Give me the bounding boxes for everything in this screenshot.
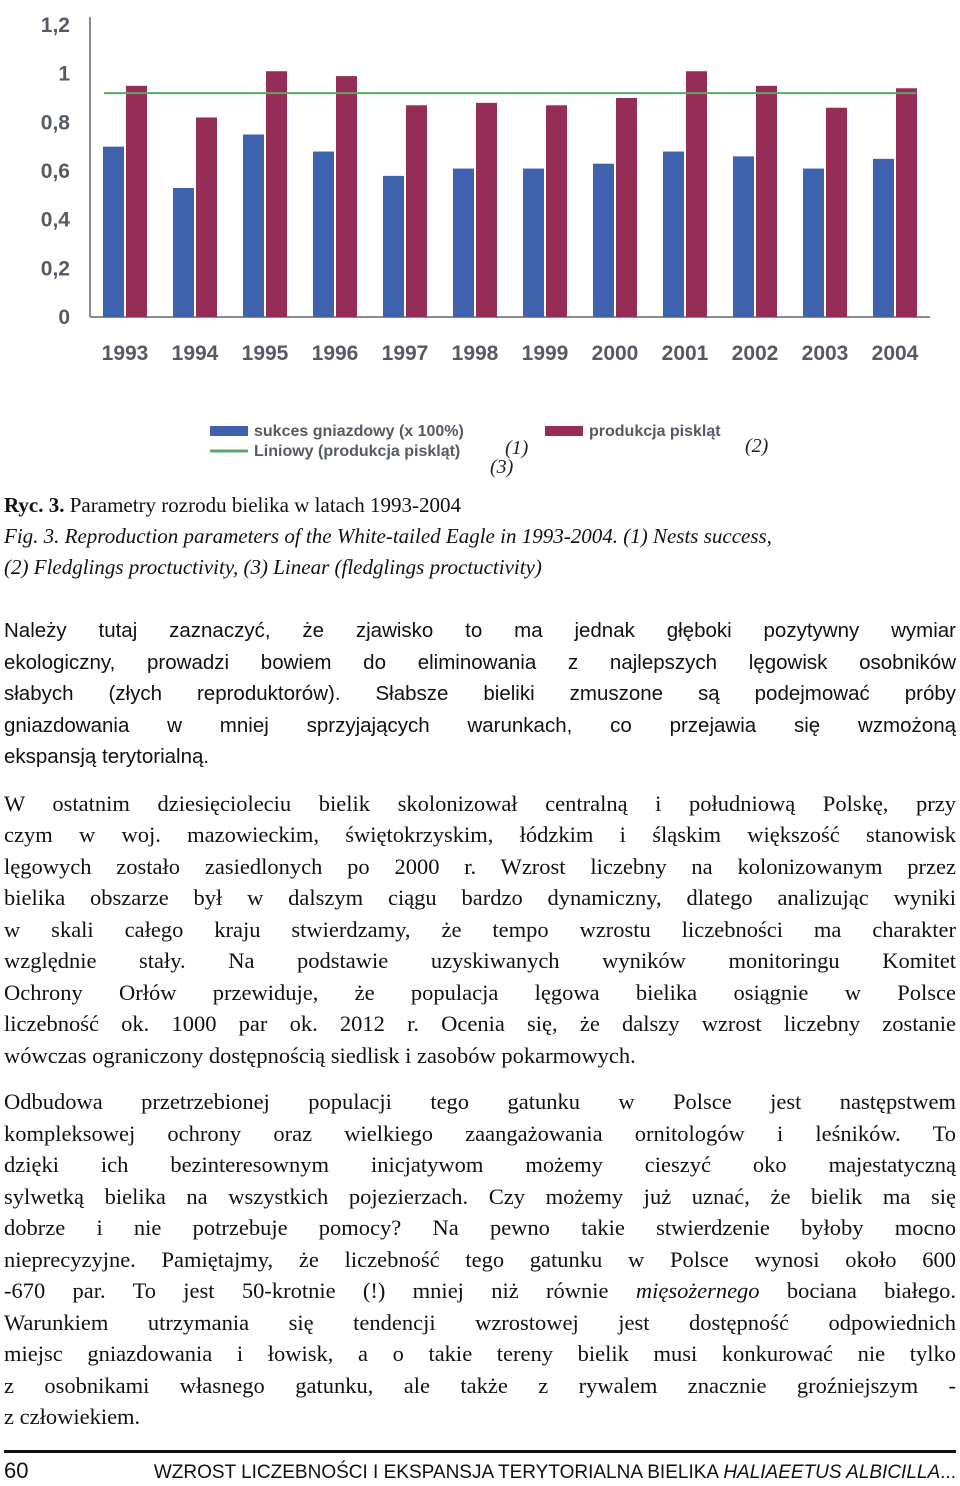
fledgling-productivity-bar — [266, 71, 287, 317]
chart-legend — [210, 423, 769, 478]
nest-success-bar — [103, 147, 124, 317]
text-line: W ostatnim dziesięcioleciu bielik skolonizował centralną i południową Polskę, przy — [4, 790, 956, 816]
legend-swatch-nest-success — [210, 426, 248, 436]
text-line: Ochrony Orłów przewiduje, że populacja lęgowa bielika osiągnie w Polsce — [4, 979, 956, 1005]
nest-success-bar — [733, 156, 754, 317]
legend-label-nest-success: sukces gniazdowy (x 100%) — [254, 423, 464, 440]
text-line: sylwetką bielika na wszystkich pojezierzach. Czy możemy już uznać, że bielik ma się — [4, 1183, 956, 1209]
reproduction-chart — [0, 0, 960, 480]
y-tick-label: 0,2 — [40, 257, 70, 281]
text-line: ekspansją terytorialną. — [4, 745, 210, 768]
y-tick-label: 0,6 — [40, 160, 70, 183]
fledgling-productivity-bar — [406, 105, 427, 317]
text-line: dobrze i nie potrzebuje pomocy? Na pewno takie stwierdzenie byłoby mocno — [4, 1215, 956, 1240]
x-tick-label: 1996 — [311, 342, 359, 365]
x-tick-label: 2004 — [871, 342, 919, 365]
x-tick-label: 2000 — [591, 342, 639, 365]
page-footer — [4, 1458, 956, 1486]
figure-caption — [4, 490, 956, 583]
x-tick-label: 2002 — [731, 342, 779, 365]
fledgling-productivity-bar — [336, 76, 357, 317]
text-line: -670 par. To jest 50-krotnie (!) mniej niż równie mięsożernego bociana białego. — [4, 1278, 956, 1303]
nest-success-bar — [453, 169, 474, 317]
text-line: lęgowych zostało zasiedlonych po 2000 r. Wzrost liczebny na kolonizowanym przez — [4, 853, 956, 879]
nest-success-bar — [383, 176, 404, 317]
x-axis-labels — [102, 342, 919, 365]
legend-number-2: (2) — [745, 435, 769, 457]
text-line: ekologiczny, prowadzi bowiem do eliminowania z najlepszych lęgowisk osobników — [4, 650, 956, 674]
nest-success-bar — [523, 169, 544, 317]
x-tick-label: 2001 — [661, 342, 709, 365]
fledgling-productivity-bar — [476, 103, 497, 317]
article-body — [4, 615, 956, 1448]
fledgling-productivity-bar — [196, 117, 217, 317]
nest-success-bar — [873, 159, 894, 317]
y-tick-label: 0 — [58, 306, 70, 329]
text-line: bielika obszarze był w dalszym ciągu bardzo dynamiczny, dlatego analizując wyniki — [4, 885, 956, 910]
legend-label-fledglings: produkcja piskląt — [589, 423, 721, 440]
x-tick-label: 1997 — [381, 342, 429, 365]
paragraph-1 — [4, 615, 956, 773]
paragraph-2 — [4, 788, 956, 1072]
text-line: czym w woj. mazowieckim, świętokrzyskim, łódzkim i śląskim większość stanowisk — [4, 822, 956, 847]
text-line: liczebność ok. 1000 par ok. 2012 r. Ocenia się, że dalszy wzrost liczebny zostanie — [4, 1011, 956, 1036]
plot-area — [90, 17, 930, 317]
y-tick-label: 1 — [58, 62, 70, 86]
y-tick-label: 0,8 — [40, 111, 70, 135]
footer-rule — [4, 1450, 956, 1453]
x-tick-label: 1994 — [171, 342, 219, 365]
x-tick-label: 1993 — [101, 342, 149, 365]
nest-success-bar — [173, 188, 194, 317]
nest-success-bar — [663, 152, 684, 317]
y-axis-labels — [41, 14, 71, 329]
running-head: WZROST LICZEBNOŚCI I EKSPANSJA TERYTORIALNA BIELIKA HALIAEETUS ALBICILLA... — [153, 1462, 956, 1483]
page-number: 60 — [4, 1458, 29, 1483]
caption-polish-text: Parametry rozrodu bielika w latach 1993-2004 — [64, 493, 462, 517]
text-line: Odbudowa przetrzebionej populacji tego gatunku w Polsce jest następstwem — [4, 1089, 956, 1114]
nest-success-bar — [593, 164, 614, 317]
x-tick-label: 2003 — [801, 342, 849, 365]
nest-success-bar — [803, 169, 824, 317]
legend-number-3: (3) — [490, 456, 514, 478]
text-line: z człowiekiem. — [4, 1404, 141, 1429]
x-tick-label: 1995 — [241, 342, 289, 365]
caption-label: Ryc. 3. — [4, 493, 65, 517]
caption-english-line-1: Fig. 3. Reproduction parameters of the White-tailed Eagle in 1993-2004. (1) Nests success, — [4, 524, 772, 548]
text-line: dzięki ich bezinteresownym inicjatywom możemy cieszyć oko majestatyczną — [4, 1152, 956, 1177]
legend-swatch-fledglings — [545, 426, 583, 436]
text-line: wówczas ograniczony dostępnością siedlisk i zasobów pokarmowych. — [4, 1042, 636, 1068]
text-line: gniazdowania w mniej sprzyjających warunkach, co przejawia się wzmożoną — [4, 713, 956, 737]
fledgling-productivity-bar — [896, 88, 917, 317]
fledgling-productivity-bar — [756, 86, 777, 317]
x-tick-label: 1999 — [521, 342, 569, 365]
fledgling-productivity-bar — [126, 86, 147, 317]
caption-english-line-2: (2) Fledglings proctuctivity, (3) Linear (fledglings proctuctivity) — [4, 555, 542, 579]
nest-success-bar — [313, 152, 334, 317]
legend-number-1: (1) — [505, 437, 529, 459]
y-tick-label: 0,4 — [40, 208, 70, 232]
text-line: Należy tutaj zaznaczyć, że zjawisko to ma jednak głęboki pozytywny wymiar — [4, 619, 956, 642]
text-line: miejsc gniazdowania i łowisk, a o takie tereny bielik musi konkurować nie tylko — [4, 1341, 956, 1366]
fledgling-productivity-bar — [546, 105, 567, 317]
x-tick-label: 1998 — [451, 342, 499, 365]
text-line: względnie stały. Na podstawie uzyskiwanych wyników monitoringu Komitet — [4, 948, 956, 973]
text-line: z osobnikami własnego gatunku, ale także z rywalem znacznie groźniejszym - — [4, 1372, 956, 1398]
fledgling-productivity-bar — [826, 108, 847, 317]
nest-success-bar — [243, 135, 264, 318]
y-tick-label: 1,2 — [40, 14, 70, 37]
text-line: nieprecyzyjne. Pamiętajmy, że liczebność tego gatunku w Polsce wynosi około 600 — [4, 1246, 956, 1272]
caption-polish — [4, 490, 956, 521]
text-line: kompleksowej ochrony oraz wielkiego zaangażowania ornitologów i leśników. To — [4, 1120, 956, 1146]
text-line: w skali całego kraju stwierdzamy, że tempo wzrostu liczebności ma charakter — [4, 916, 956, 942]
fledgling-productivity-bar — [616, 98, 637, 317]
legend-label-trend: Liniowy (produkcja piskląt) — [254, 443, 461, 460]
paragraph-3 — [4, 1086, 956, 1433]
fledgling-productivity-bar — [686, 71, 707, 317]
text-line: słabych (złych reproduktorów). Słabsze bieliki zmuszone są podejmować próby — [4, 682, 956, 705]
text-line: Warunkiem utrzymania się tendencji wzrostowej jest dostępność odpowiednich — [4, 1309, 956, 1335]
